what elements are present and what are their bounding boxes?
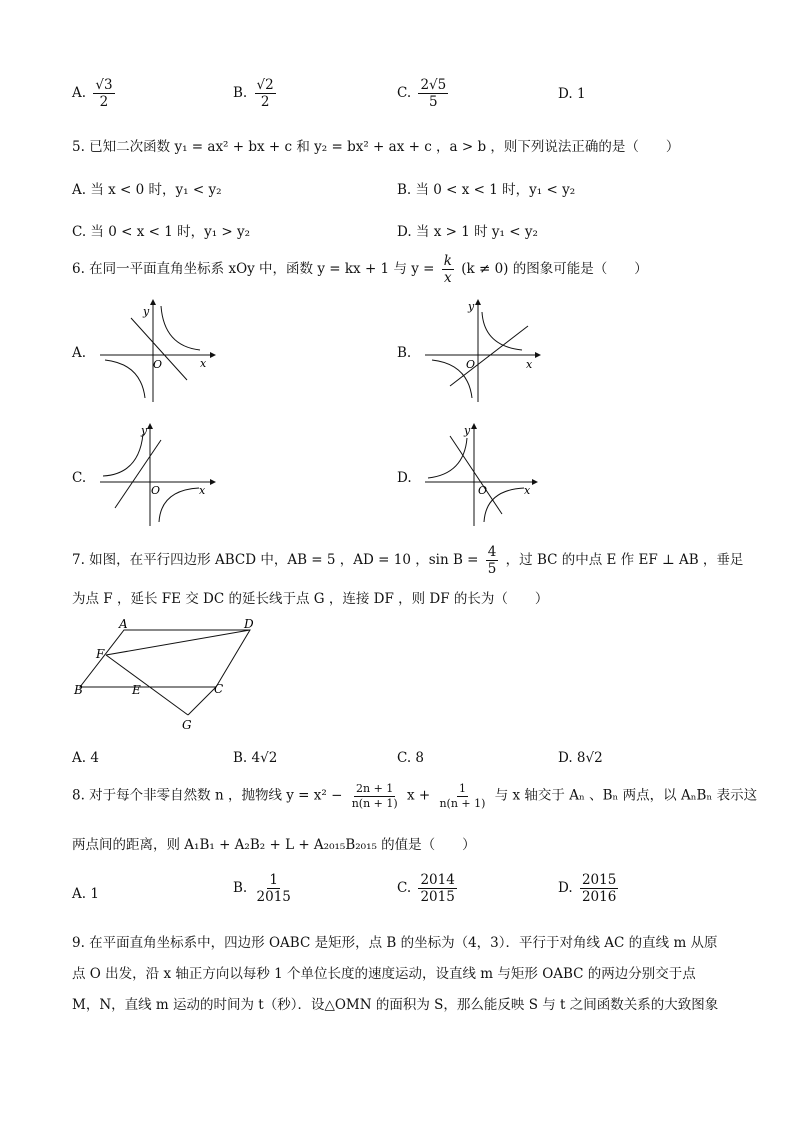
q7-option-d: D. 8√2 [558,750,603,766]
origin-label: O [466,358,476,371]
hyperbola-branch [105,360,145,398]
option-label: D. [558,880,573,897]
fraction-denominator: 5 [487,561,497,578]
fraction-numerator: √3 [95,77,113,93]
y-axis-label: y [143,305,150,318]
q8-text: 8. 对于每个非零自然数 n ，抛物线 y = x² − [72,787,343,804]
q7-option-a: A. 4 [72,750,99,766]
q9-line3: M，N，直线 m 运动的时间为 t（秒）．设△OMN 的面积为 S，那么能反映 S 与 t 之间函数关系的大致图象 [72,997,719,1013]
fraction [442,254,454,285]
option-label: B. [233,880,248,897]
q8-option-c [397,873,460,904]
fraction-denominator: n(n + 1) [351,796,398,810]
y-axis-arrow [475,299,481,305]
option-text: 1 [90,886,99,902]
option-label: C. [397,85,412,102]
hyperbola-branch [428,438,467,478]
fraction [437,783,487,809]
line-graph [450,326,528,386]
x-axis-label: x [200,357,207,370]
fraction [255,78,276,109]
line-graph [450,436,502,514]
q6-graph-b [420,298,545,406]
q5-option-a: A. 当 x < 0 时，y₁ < y₂ [72,182,222,198]
line-graph [115,440,161,508]
fraction [93,78,114,109]
q6-label-d: D. [397,470,412,486]
fraction [350,783,400,809]
q9-line1: 9. 在平面直角坐标系中，四边形 OABC 是矩形，点 B 的坐标为（4，3）．平行于对角线 AC 的直线 m 从原 [72,935,718,951]
x-axis-label: x [524,484,531,497]
fraction-numerator: 4 [487,544,497,560]
q6-label-b: B. [397,345,412,361]
q6-stem-text: (k ≠ 0) 的图象可能是（ ） [461,261,648,278]
q8-line2: 两点间的距离，则 A₁B₁ + A₂B₂ + L + A₂₀₁₅B₂₀₁₅ 的值是（ ） [72,837,476,853]
fraction-numerator: 2√5 [420,77,447,93]
option-text: 1 [576,86,586,102]
q7-parallelogram-figure [72,615,272,737]
fraction-denominator: n(n + 1) [439,796,486,810]
q8-option-a [72,886,99,902]
fraction-numerator: 2014 [420,872,455,888]
q9-line2: 点 O 出发，沿 x 轴正方向以每秒 1 个单位长度的速度运动，设直线 m 与矩形 OABC 的两边分别交于点 [72,966,696,982]
x-axis-arrow [210,479,216,485]
q6-stem [72,254,648,285]
fraction [418,873,456,904]
q8-option-b [233,873,296,904]
fraction-denominator: 2015 [256,889,291,906]
q6-stem-text: 6. 在同一平面直角坐标系 xOy 中，函数 y = kx + 1 与 y = [72,261,435,278]
option-label: A. [72,886,87,902]
origin-label: O [151,484,161,497]
fraction [255,873,293,904]
q6-label-c: C. [72,470,87,486]
fraction-denominator: 2016 [581,889,617,906]
point-g-label: G [182,718,192,732]
option-label: B. [233,85,248,102]
fraction-denominator: 2 [260,94,270,111]
q7-line1 [72,545,743,576]
q6-graph-c [95,422,220,530]
point-e-label: E [132,683,141,697]
q4-option-d [558,86,586,102]
option-label: D. [558,86,573,102]
hyperbola-branch [103,434,143,476]
fraction-numerator: 1 [269,872,278,888]
q7-option-b: B. 4√2 [233,750,278,766]
fraction-numerator: k [443,253,452,269]
q7-line2: 为点 F ，延长 FE 交 DC 的延长线于点 G ，连接 DF ，则 DF 的长为（ ） [72,591,549,607]
segment-fg [106,655,188,715]
x-axis-arrow [532,479,538,485]
segment-cg [188,687,216,715]
x-axis-label: x [526,358,533,371]
q5-stem: 5. 已知二次函数 y₁ = ax² + bx + c 和 y₂ = bx² + ax + c ，a > b ，则下列说法正确的是（ ） [72,139,680,155]
hyperbola-branch [484,488,524,522]
fraction [418,78,448,109]
fraction-denominator: x [444,270,452,287]
parallelogram-abcd [80,630,250,687]
hyperbola-branch [161,306,200,350]
y-axis-label: y [464,424,471,437]
option-label: C. [397,880,412,897]
q6-graph-d [420,422,545,530]
q4-option-c [397,78,451,109]
q7-option-c: C. 8 [397,750,425,766]
q5-option-c: C. 当 0 < x < 1 时，y₁ > y₂ [72,224,251,240]
x-axis-arrow [210,352,216,358]
q5-option-d: D. 当 x > 1 时 y₁ < y₂ [397,224,538,240]
origin-label: O [478,484,488,497]
q8-text: 与 x 轴交于 Aₙ 、Bₙ 两点，以 AₙBₙ 表示这 [494,787,758,804]
y-axis-arrow [150,299,156,305]
fraction-numerator: 2n + 1 [356,782,394,795]
q4-option-a [72,78,118,109]
q7-text: 7. 如图，在平行四边形 ABCD 中，AB = 5 ，AD = 10 ，sin B = [72,552,479,569]
origin-label: O [153,358,163,371]
y-axis-arrow [471,423,477,429]
q8-line1 [72,783,757,809]
y-axis-label: y [141,424,148,437]
fraction-numerator: 1 [458,782,466,795]
fraction-denominator: 5 [429,94,438,111]
fraction [580,873,618,904]
point-d-label: D [244,617,254,631]
q4-option-b [233,78,279,109]
q6-label-a: A. [72,345,87,361]
q8-text: x + [406,787,431,804]
fraction-numerator: 2015 [581,872,617,888]
option-label: A. [72,85,87,102]
hyperbola-branch [482,312,522,350]
point-c-label: C [214,682,224,696]
y-axis-arrow [147,423,153,429]
q7-text: ，过 BC 的中点 E 作 EF ⊥ AB ，垂足 [505,552,744,569]
point-f-label: F [96,647,105,661]
fraction [486,545,499,576]
x-axis-label: x [199,484,206,497]
fraction-numerator: √2 [256,77,274,93]
point-b-label: B [74,683,83,697]
x-axis-arrow [535,352,541,358]
q5-option-b: B. 当 0 < x < 1 时，y₁ < y₂ [397,182,576,198]
q6-graph-a [95,298,220,406]
point-a-label: A [119,617,128,631]
y-axis-label: y [468,300,475,313]
fraction-denominator: 2015 [420,889,455,906]
q8-option-d [558,873,621,904]
fraction-denominator: 2 [99,94,109,111]
segment-df [106,630,250,655]
hyperbola-branch [159,488,199,522]
